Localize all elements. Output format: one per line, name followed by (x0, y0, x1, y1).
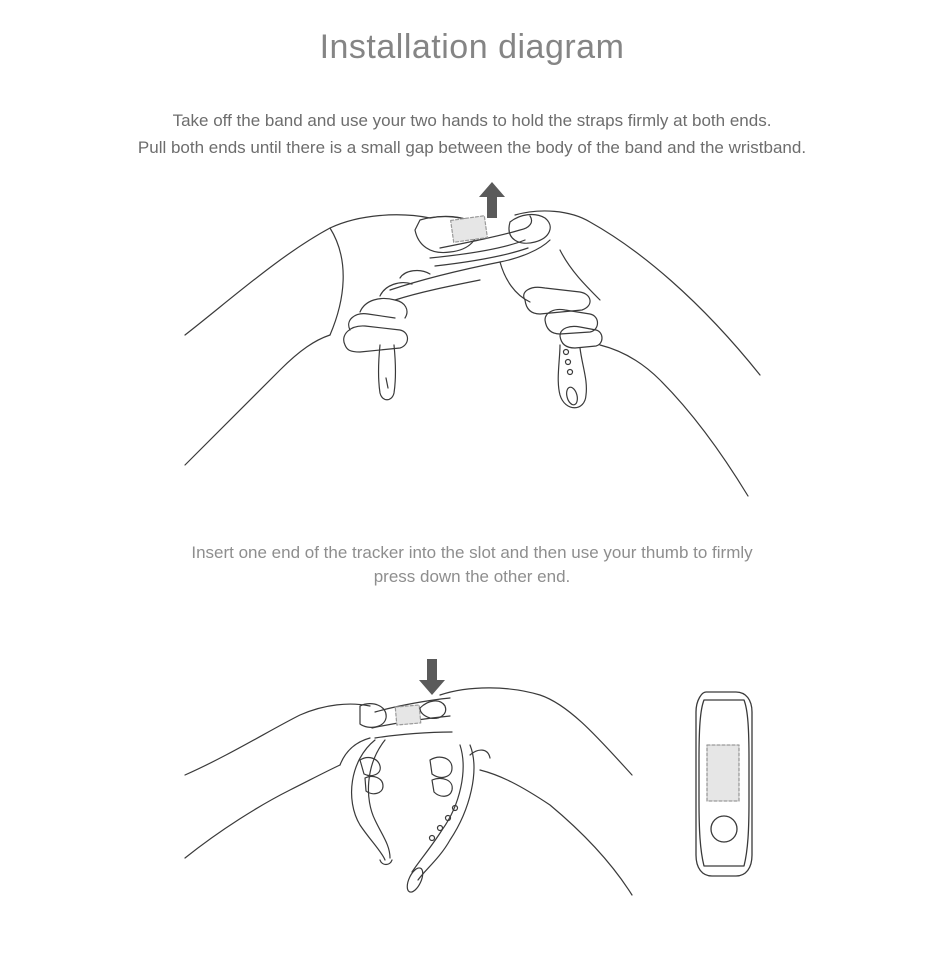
page-title: Installation diagram (319, 28, 625, 66)
step1-line2: Pull both ends until there is a small gap between the body of the band and the wristband. (137, 138, 807, 157)
step1-line1: Take off the band and use your two hands to hold the straps firmly at both ends. (172, 111, 772, 130)
step2-line2: press down the other end. (373, 567, 571, 586)
step2-line1: Insert one end of the tracker into the slot and then use your thumb to firmly (191, 543, 753, 562)
